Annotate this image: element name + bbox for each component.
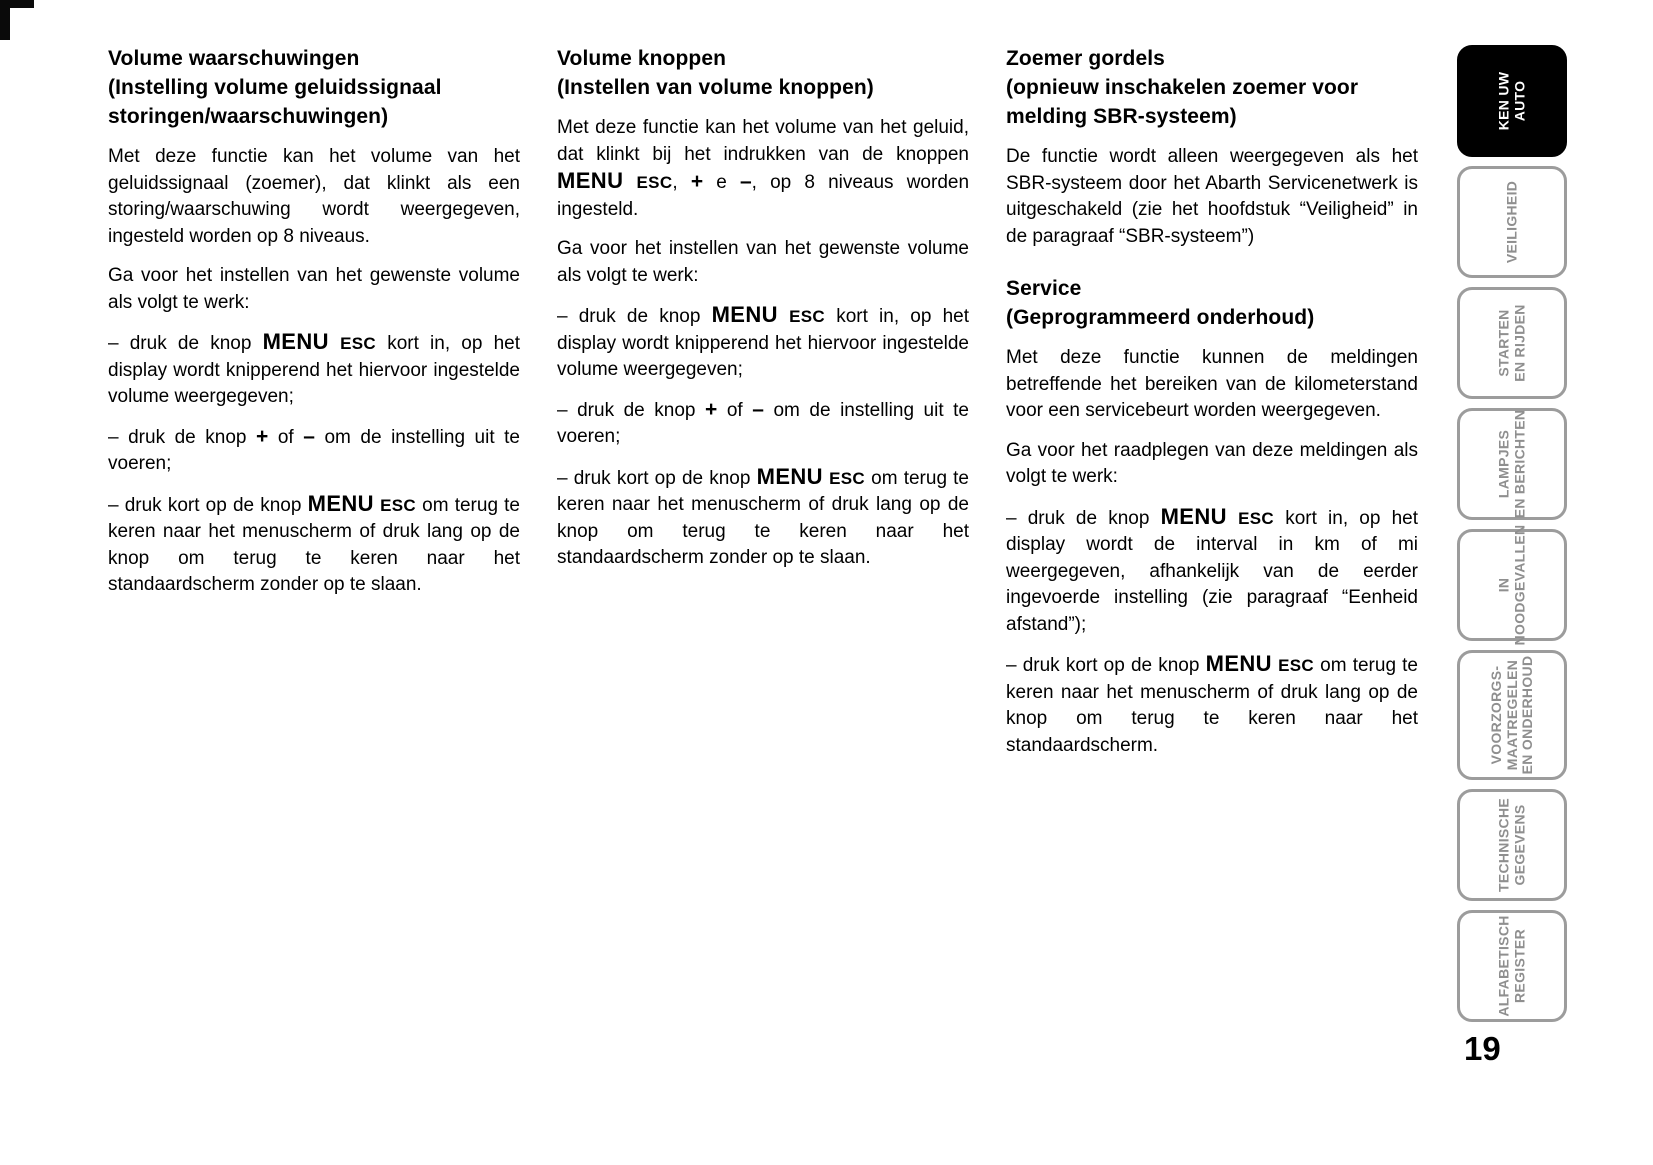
text-column	[1006, 44, 1418, 772]
sidebar-tab-in-noodgevallen[interactable]	[1457, 524, 1567, 646]
sidebar-tab-voorzorgsmaatregelen-en-onderhoud[interactable]	[1457, 650, 1567, 780]
section-heading: Zoemer gordels (opnieuw inschakelen zoemer voor melding SBR-systeem)	[1006, 47, 1359, 128]
text-column	[557, 44, 969, 772]
paragraph: – druk kort op de knop MENU ESC om terug te keren naar het menuscherm of druk lang op de knop om terug te keren naar het standaardscherm zonder op te slaan.	[108, 490, 521, 595]
text-column	[108, 44, 520, 772]
paragraph: De functie wordt alleen weergegeven als het SBR-systeem door het Abarth Servicenetwerk is uitgeschakeld (zie het hoofdstuk “Veiligheid” in de paragraaf “SBR-systeem”)	[1006, 146, 1418, 247]
paragraph: – druk de knop MENU ESC kort in, op het display wordt knipperend het hiervoor ingestelde volume weergegeven;	[557, 302, 970, 380]
paragraph: – druk kort op de knop MENU ESC om terug te keren naar het menuscherm of druk lang op de knop om terug te keren naar het standaardscherm.	[1006, 651, 1419, 756]
paragraph: – druk de knop + of – om de instelling uit te voeren;	[557, 397, 970, 447]
paragraph: Ga voor het instellen van het gewenste volume als volgt te werk:	[108, 265, 520, 313]
sidebar-tab-label: ALFABETISCH REGISTER	[1495, 915, 1527, 1017]
sidebar-tab-label: STARTEN EN RIJDEN	[1495, 304, 1527, 382]
sidebar-tab-technische-gegevens[interactable]	[1457, 789, 1567, 901]
paragraph: Ga voor het raadplegen van deze meldingen als volgt te werk:	[1006, 439, 1418, 487]
paragraph: Ga voor het instellen van het gewenste volume als volgt te werk:	[557, 238, 969, 286]
sidebar-tab-ken-uw-auto[interactable]	[1457, 45, 1567, 157]
sidebar-tabs	[1457, 45, 1567, 1022]
paragraph: – druk de knop MENU ESC kort in, op het display wordt de interval in km of mi weergegeven, afhankelijk van de eerder ingevoerde instelling (zie paragraaf “Eenheid afstand”);	[1006, 503, 1419, 635]
sidebar-tab-label: LAMPJES EN BERICHTEN	[1495, 409, 1527, 519]
sidebar-tab-label: VEILIGHEID	[1503, 180, 1520, 264]
sidebar-tab-label: TECHNISCHE GEGEVENS	[1495, 797, 1527, 893]
sidebar-tab-alfabetisch-register[interactable]	[1457, 910, 1567, 1022]
paragraph: – druk de knop MENU ESC kort in, op het display wordt knipperend het hiervoor ingestelde volume weergegeven;	[108, 329, 521, 407]
section-heading: Service (Geprogrammeerd onderhoud)	[1006, 277, 1315, 329]
sidebar-tab-label: VOORZORGS- MAATREGELEN EN ONDERHOUD	[1487, 655, 1535, 775]
section-heading: Volume waarschuwingen (Instelling volume geluidssignaal storingen/waarschuwingen)	[108, 47, 442, 128]
paragraph: – druk de knop + of – om de instelling uit te voeren;	[108, 424, 521, 474]
sidebar-tab-veiligheid[interactable]	[1457, 166, 1567, 278]
section-heading: Volume knoppen (Instellen van volume knoppen)	[557, 47, 874, 99]
page-number: 19	[1464, 1030, 1501, 1067]
page-edge-mark	[0, 0, 34, 8]
sidebar-tab-label: KEN UW AUTO	[1495, 71, 1527, 131]
sidebar-tab-starten-en-rijden[interactable]	[1457, 287, 1567, 399]
content-columns	[108, 44, 1420, 772]
paragraph: Met deze functie kan het volume van het geluidssignaal (zoemer), dat klinkt als een storing/waarschuwing wordt weergegeven, ingesteld worden op 8 niveaus.	[108, 146, 520, 247]
paragraph: Met deze functie kan het volume van het geluid, dat klinkt bij het indrukken van de knoppen MENU ESC, + e –, op 8 niveaus worden ingesteld.	[557, 117, 970, 220]
sidebar-tab-label: IN NOODGEVALLEN	[1495, 524, 1527, 646]
sidebar-tab-lampjes-en-berichten[interactable]	[1457, 408, 1567, 520]
paragraph: – druk kort op de knop MENU ESC om terug te keren naar het menuscherm of druk lang op de knop om terug te keren naar het standaardscherm zonder op te slaan.	[557, 463, 970, 568]
paragraph: Met deze functie kunnen de meldingen betreffende het bereiken van de kilometerstand voor een servicebeurt worden weergegeven.	[1006, 347, 1418, 421]
